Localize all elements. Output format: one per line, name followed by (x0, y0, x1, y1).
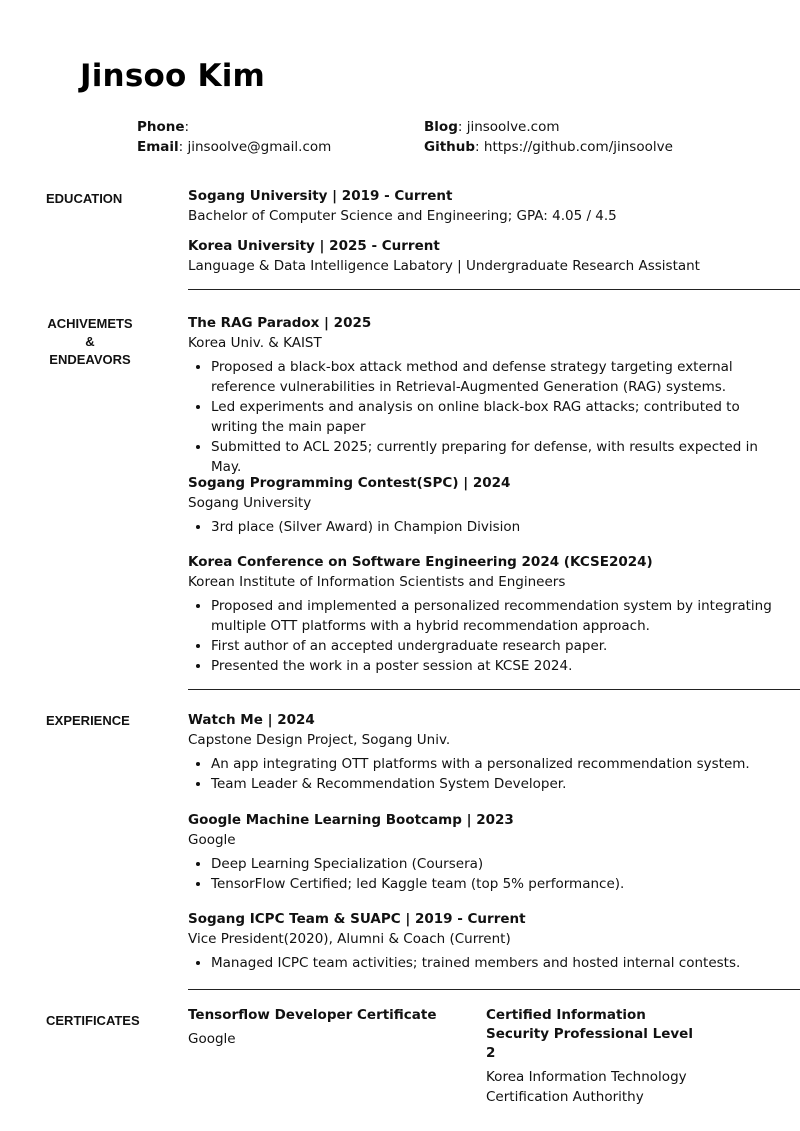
bullet-list (188, 357, 788, 477)
section-divider (188, 289, 800, 290)
contact-right (424, 117, 673, 157)
bullet-item: • First author of an accepted undergraduate research paper. (211, 636, 788, 656)
github-line: Github: https://github.com/jinsoolve (424, 139, 673, 155)
certificate-entry (486, 1006, 706, 1107)
experience-entry (188, 909, 788, 973)
bullet-item: • Led experiments and analysis on online black-box RAG attacks; contributed to writing the main paper (211, 397, 788, 437)
phone-label: Phone (137, 119, 185, 135)
entry-title: Sogang University | 2019 - Current (188, 188, 453, 204)
bullet-item: • An app integrating OTT platforms with a personalized recommendation system. (211, 754, 788, 774)
bullet-item: • Submitted to ACL 2025; currently preparing for defense, with results expected in May. (211, 437, 788, 477)
achievements-heading-line: ENDEAVORS (49, 352, 131, 367)
email-label: Email (137, 139, 179, 155)
github-label: Github (424, 139, 476, 155)
bullet-list (188, 754, 788, 794)
education-heading: EDUCATION (46, 191, 123, 206)
entry-title: Sogang Programming Contest(SPC) | 2024 (188, 475, 511, 491)
bullet-item: • Managed ICPC team activities; trained members and hosted internal contests. (211, 953, 788, 973)
bullet-item: • Deep Learning Specialization (Coursera) (211, 854, 788, 874)
bullet-item: • Proposed a black-box attack method and defense strategy targeting external reference vulnerabilities in Retrieval-Augmented Generation (RAG) systems. (211, 357, 788, 397)
experience-entry (188, 710, 788, 794)
entry-title: The RAG Paradox | 2025 (188, 315, 372, 331)
bullet-list (188, 854, 788, 894)
entry-title: Google Machine Learning Bootcamp | 2023 (188, 812, 514, 828)
entry-subtitle: Language & Data Intelligence Labatory | Undergraduate Research Assistant (188, 258, 700, 274)
achievement-entry (188, 473, 788, 537)
contact-left (137, 117, 331, 157)
blog-value[interactable]: jinsoolve.com (466, 119, 560, 135)
certificate-title: Certified Information Security Professional Level 2 (486, 1007, 693, 1061)
entry-subtitle: Korea Univ. & KAIST (188, 335, 322, 351)
bullet-item: • Proposed and implemented a personalized recommendation system by integrating multiple OTT platforms with a hybrid recommendation approach. (211, 596, 788, 636)
entry-title: Sogang ICPC Team & SUAPC | 2019 - Current (188, 911, 526, 927)
entry-title: Korea Conference on Software Engineering 2024 (KCSE2024) (188, 554, 653, 570)
bullet-item: • 3rd place (Silver Award) in Champion Division (211, 517, 788, 537)
github-value[interactable]: https://github.com/jinsoolve (483, 139, 673, 155)
bullet-list (188, 517, 788, 537)
certificate-title: Tensorflow Developer Certificate (188, 1007, 437, 1023)
bullet-list (188, 953, 788, 973)
entry-title: Watch Me | 2024 (188, 712, 315, 728)
entry-subtitle: Korean Institute of Information Scientists and Engineers (188, 574, 566, 590)
achievement-entry (188, 313, 788, 477)
achievements-heading-line: ACHIVEMETS (47, 316, 133, 331)
education-entry (188, 236, 788, 276)
experience-entry (188, 810, 788, 894)
bullet-item: • Team Leader & Recommendation System Developer. (211, 774, 788, 794)
certificate-issuer: Google (188, 1031, 236, 1047)
achievements-heading-line: & (85, 334, 95, 349)
bullet-item: • Presented the work in a poster session at KCSE 2024. (211, 656, 788, 676)
bullet-item: • TensorFlow Certified; led Kaggle team (top 5% performance). (211, 874, 788, 894)
phone-line: Phone: (137, 119, 190, 135)
certificates-heading: CERTIFICATES (46, 1013, 140, 1028)
section-divider (188, 989, 800, 990)
bullet-list (188, 596, 788, 676)
entry-title: Korea University | 2025 - Current (188, 238, 440, 254)
achievements-heading (46, 315, 134, 369)
entry-subtitle: Bachelor of Computer Science and Engineering; GPA: 4.05 / 4.5 (188, 208, 617, 224)
experience-heading: EXPERIENCE (46, 713, 130, 728)
section-divider (188, 689, 800, 690)
achievement-entry (188, 552, 788, 676)
email-line: Email: jinsoolve@gmail.com (137, 139, 332, 155)
blog-line: Blog: jinsoolve.com (424, 119, 560, 135)
certificate-entry (188, 1006, 448, 1049)
certificate-issuer: Korea Information Technology Certification Authorithy (486, 1069, 687, 1105)
entry-subtitle: Google (188, 832, 236, 848)
resume-name: Jinsoo Kim (80, 58, 266, 94)
entry-subtitle: Vice President(2020), Alumni & Coach (Current) (188, 931, 511, 947)
education-entry (188, 186, 788, 226)
blog-label: Blog (424, 119, 458, 135)
entry-subtitle: Sogang University (188, 495, 312, 511)
email-value[interactable]: jinsoolve@gmail.com (187, 139, 332, 155)
entry-subtitle: Capstone Design Project, Sogang Univ. (188, 732, 451, 748)
